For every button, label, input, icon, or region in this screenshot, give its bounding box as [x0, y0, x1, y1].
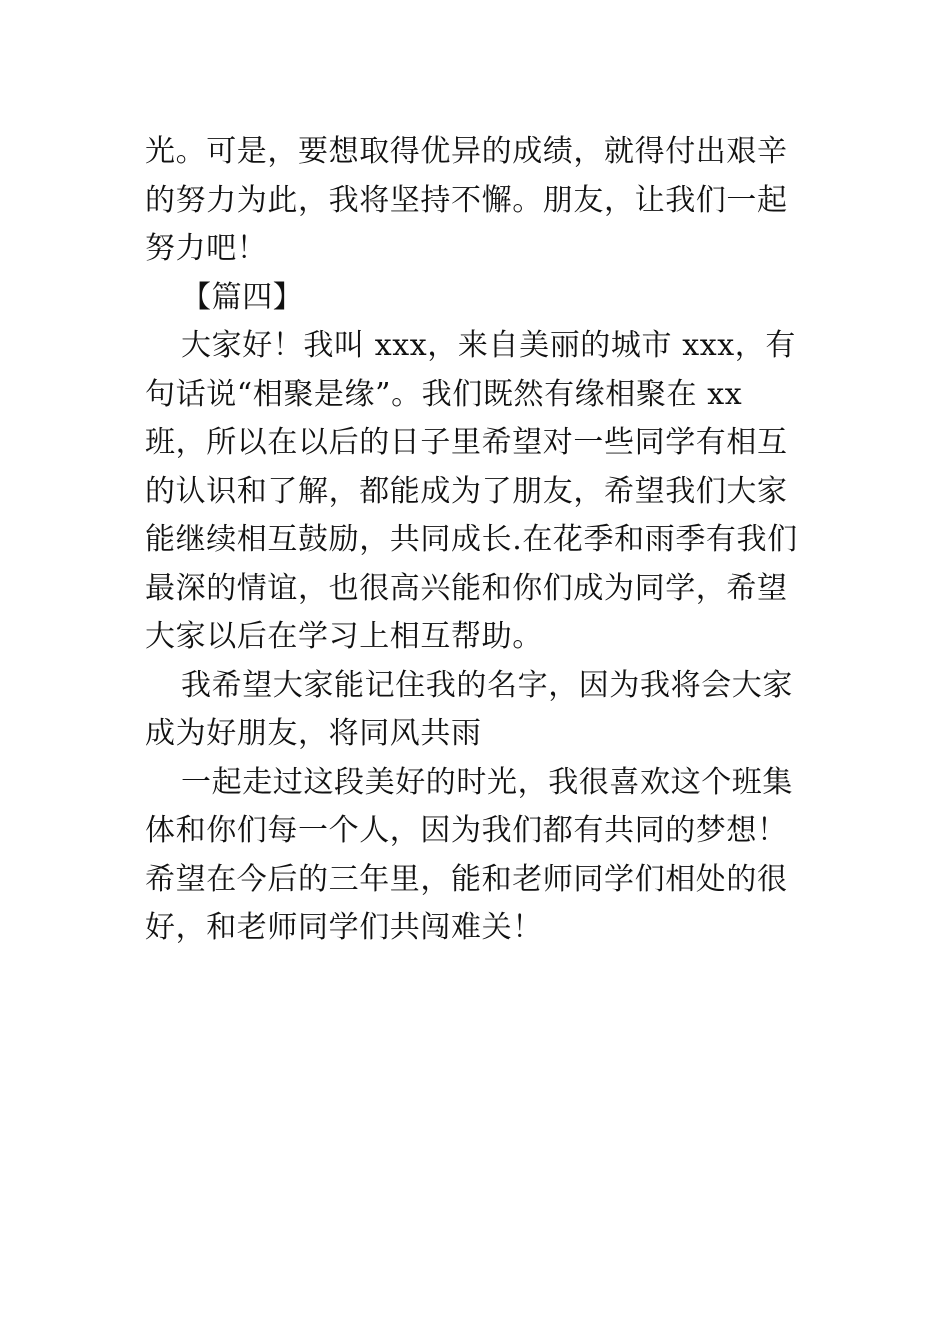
paragraph-intro: 大家好！我叫 xxx，来自美丽的城市 xxx，有句话说“相聚是缘”。我们既然有缘相聚在 xx 班，所以在以后的日子里希望对一些同学有相互的认识和了解，都能成为了朋友，希望我们大家能继续相互鼓励，共同成长.在花季和雨季有我们最深的情谊，也很高兴能和你们成为同学，希望大家以后在学习上相互帮助。	[145, 328, 798, 654]
paragraph-closing: 一起走过这段美好的时光，我很喜欢这个班集体和你们每一个人，因为我们都有共同的梦想！希望在今后的三年里，能和老师同学们相处的很好，和老师同学们共闯难关！	[145, 764, 793, 945]
section-heading: 【篇四】	[181, 279, 304, 315]
paragraph-remember-name: 我希望大家能记住我的名字，因为我将会大家成为好朋友，将同风共雨	[145, 667, 793, 751]
paragraph-continuation: 光。可是，要想取得优异的成绩，就得付出艰辛的努力为此，我将坚持不懈。朋友，让我们一起努力吧！	[145, 134, 788, 266]
document-body	[145, 128, 810, 953]
